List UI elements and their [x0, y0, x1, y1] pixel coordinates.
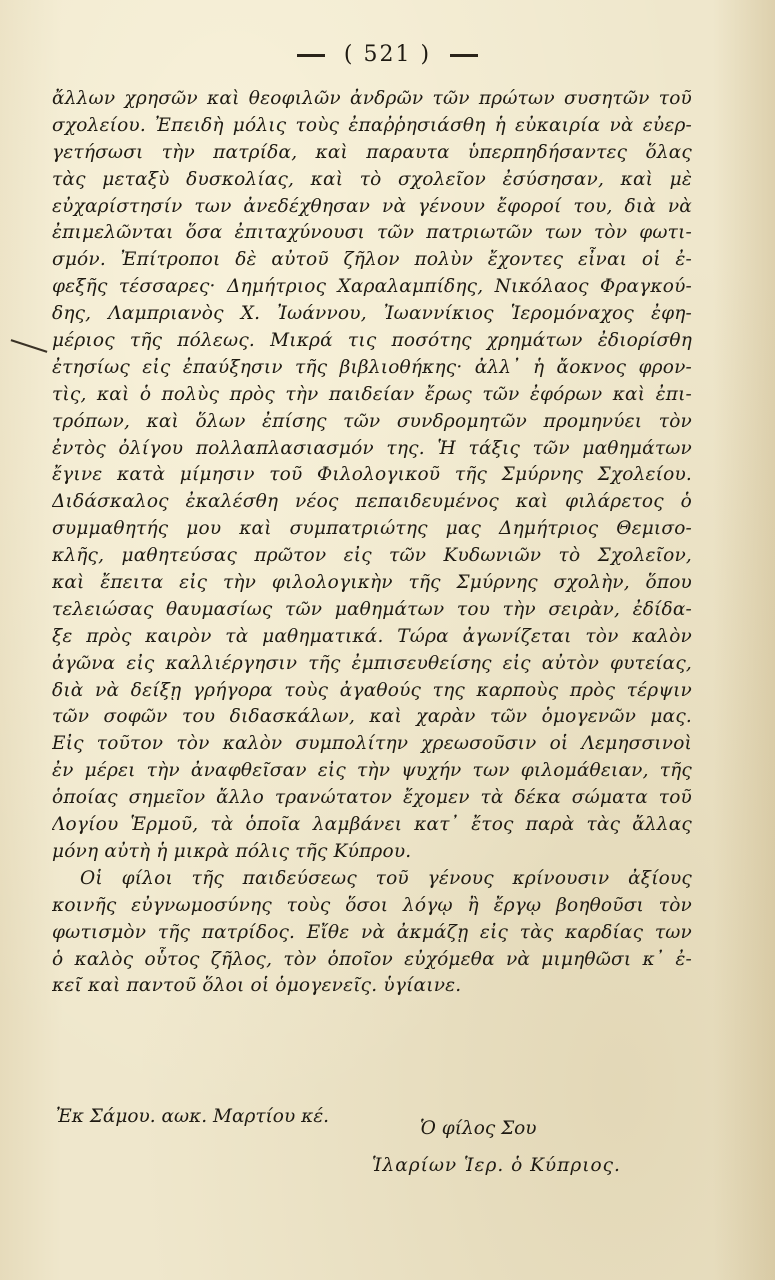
text-line: τὰς μεταξὺ δυσκολίας, καὶ τὸ σχολεῖον ἐσύσησαν, καὶ μὲ [52, 168, 692, 190]
text-line: ὁποίας σημεῖον ἄλλο τρανώτατον ἔχομεν τὰ δέκα σώματα τοῦ [52, 787, 692, 809]
text-line: τὶς, καὶ ὁ πολὺς πρὸς τὴν παιδείαν ἔρως τῶν ἐφόρων καὶ ἐπι- [52, 383, 692, 405]
text-line: φεξῆς τέσσαρες· Δημήτριος Χαραλαμπίδης, Νικόλαος Φραγκού- [52, 276, 692, 298]
text-line: διὰ νὰ δείξῃ γρήγορα τοὺς ἀγαθούς της καρποὺς πρὸς τέρψιν [52, 679, 692, 701]
text-line: Λογίου Ἑρμοῦ, τὰ ὁποῖα λαμβάνει κατ᾽ ἔτος παρὰ τὰς ἄλλας [52, 814, 692, 836]
text-line: κλῆς, μαθητεύσας πρῶτον εἰς τῶν Κυδωνιῶν τὸ Σχολεῖον, [52, 545, 692, 567]
signature: Ἱλαρίων Ἱερ. ὁ Κύπριος. [372, 1155, 621, 1176]
text-line: Εἰς τοῦτον τὸν καλὸν συμπολίτην χρεωσοῦσιν οἱ Λεμησσινοὶ [52, 733, 692, 755]
header-dash-right [450, 54, 478, 57]
text-line: Οἱ φίλοι τῆς παιδεύσεως τοῦ γένους κρίνουσιν ἀξίους [80, 867, 692, 889]
closing-salutation: Ὁ φίλος Σου [420, 1118, 537, 1139]
text-line: ἐπιμελῶνται ὅσα ἐπιταχύνουσι τῶν πατριωτῶν των τὸν φωτι- [52, 222, 692, 244]
text-line: συμμαθητής μου καὶ συμπατριώτης μας Δημήτριος Θεμισο- [52, 518, 692, 540]
text-line: κοινῆς εὐγνωμοσύνης τοὺς ὅσοι λόγῳ ἢ ἔργῳ βοηθοῦσι τὸν [52, 894, 692, 916]
body-text [52, 86, 692, 1000]
text-line: τελειώσας θαυμασίως τῶν μαθημάτων του τὴν σειρὰν, ἐδίδα- [52, 598, 692, 620]
text-line: ἐτησίως εἰς ἐπαύξησιν τῆς βιβλιοθήκης· ἀλλ᾽ ἡ ἄοκνος φρον- [52, 356, 692, 378]
text-line: ἐντὸς ὀλίγου πολλαπλασιασμόν της. Ἡ τάξις τῶν μαθημάτων [52, 437, 692, 459]
text-line: ἐν μέρει τὴν ἀναφθεῖσαν εἰς τὴν ψυχήν των φιλομάθειαν, τῆς [52, 760, 692, 782]
header-dash-left [297, 54, 325, 57]
text-line: σμόν. Ἐπίτροποι δὲ αὐτοῦ ζῆλον πολὺν ἔχοντες εἶναι οἱ ἐ- [52, 249, 692, 271]
text-line: μέριος τῆς πόλεως. Μικρά τις ποσότης χρημάτων ἐδιορίσθη [52, 330, 692, 352]
text-line: σχολείου. Ἐπειδὴ μόλις τοὺς ἐπαῤῥησιάσθη ἡ εὐκαιρία νὰ εὐερ- [52, 114, 692, 136]
text-line: τρόπων, καὶ ὅλων ἐπίσης τῶν συνδρομητῶν προμηνύει τὸν [52, 410, 692, 432]
text-line: τῶν σοφῶν του διδασκάλων, καὶ χαρὰν τῶν ὁμογενῶν μας. [52, 706, 692, 728]
page-header [0, 42, 775, 67]
margin-mark [11, 339, 48, 353]
page-number: ( 521 ) [343, 42, 432, 67]
text-line: ξε πρὸς καιρὸν τὰ μαθηματικά. Τώρα ἀγωνίζεται τὸν καλὸν [52, 625, 692, 647]
text-line: φωτισμὸν τῆς πατρίδος. Εἴθε νὰ ἀκμάζῃ εἰς τὰς καρδίας των [52, 921, 692, 943]
text-line: ἄλλων χρησῶν καὶ θεοφιλῶν ἀνδρῶν τῶν πρώτων συσητῶν τοῦ [52, 88, 692, 109]
text-line: καὶ ἔπειτα εἰς τὴν φιλολογικὴν τῆς Σμύρνης σχολὴν, ὅπου [52, 572, 692, 594]
text-line: Διδάσκαλος ἐκαλέσθη νέος πεπαιδευμένος καὶ φιλάρετος ὁ [52, 491, 692, 513]
text-line: ἀγῶνα εἰς καλλιέργησιν τῆς ἐμπισευθείσης εἰς αὐτὸν φυτείας, [52, 652, 692, 674]
text-line: μόνη αὐτὴ ἡ μικρὰ πόλις τῆς Κύπρου. [52, 840, 412, 862]
text-line: δης, Λαμπριανὸς Χ. Ἰωάννου, Ἰωαννίκιος Ἱερομόναχος ἐφη- [52, 303, 692, 325]
text-line: κεῖ καὶ παντοῦ ὅλοι οἱ ὁμογενεῖς. ὑγίαινε. [52, 975, 462, 997]
dateline: Ἐκ Σάμου. αωκ. Μαρτίου κέ. [56, 1106, 330, 1127]
text-line: εὐχαρίστησίν των ἀνεδέχθησαν νὰ γένουν ἔφοροί του, διὰ νὰ [52, 195, 692, 217]
text-line: γετήσωσι τὴν πατρίδα, καὶ παραυτα ὑπερπηδήσαντες ὅλας [52, 141, 692, 163]
text-line: ἔγινε κατὰ μίμησιν τοῦ Φιλολογικοῦ τῆς Σμύρνης Σχολείου. [52, 464, 692, 486]
text-line: ὁ καλὸς οὗτος ζῆλος, τὸν ὁποῖον εὐχόμεθα νὰ μιμηθῶσι κ᾽ ἐ- [52, 948, 692, 970]
